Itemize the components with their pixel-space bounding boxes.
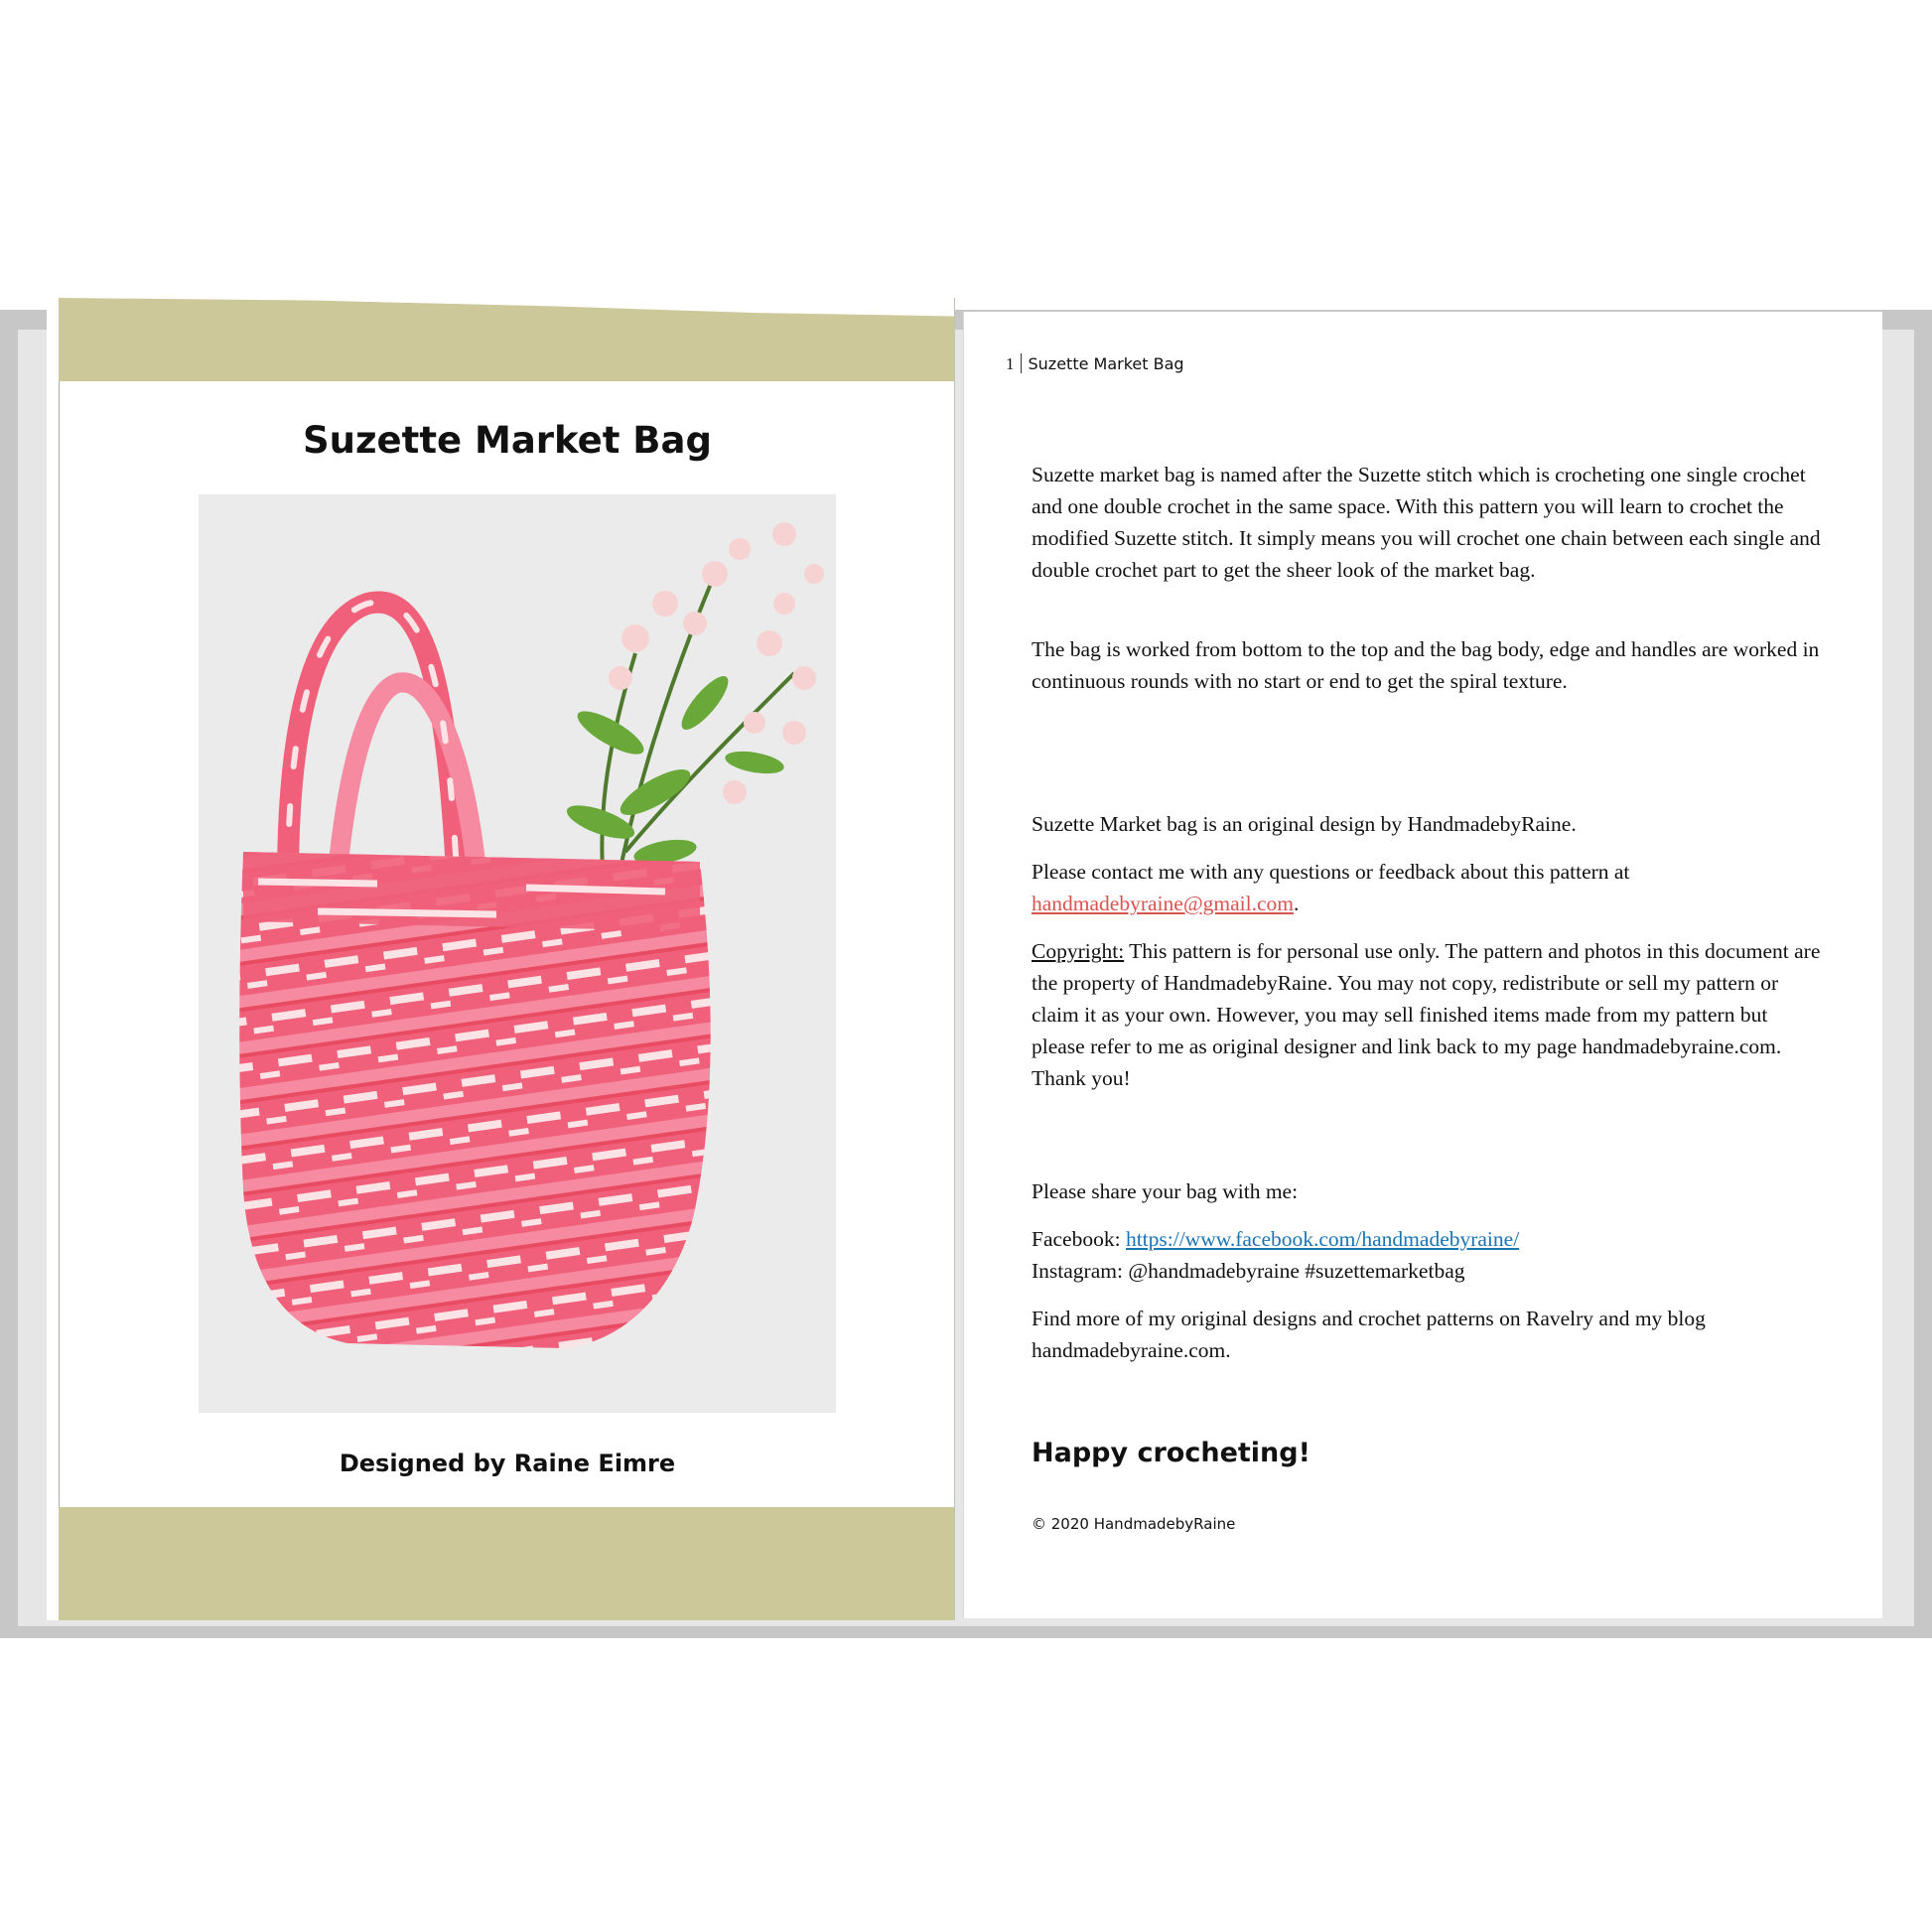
share-text: Please share your bag with me: — [1032, 1179, 1299, 1203]
email-link[interactable]: handmadebyraine@gmail.com — [1032, 892, 1294, 915]
top-band — [59, 298, 954, 381]
social-paragraph — [1032, 1223, 1826, 1287]
designer-credit: Designed by Raine Eimre — [339, 1449, 676, 1477]
more-designs-paragraph — [1032, 1303, 1826, 1366]
cover-content — [59, 381, 955, 1507]
intro-text-1: Suzette market bag is named after the Suzette stitch which is crocheting one single crochet and one double crochet in the same space. With this pattern you will learn to crochet the modified Suzette stitch. It simply means you will crochet one chain between each single and double crochet part to get the sheer look of the market bag. — [1032, 463, 1821, 582]
copyright-text: This pattern is for personal use only. The pattern and photos in this document are the property of HandmadebyRaine. You may not copy, redistribute or sell my pattern or claim it as your own. However, you may sell finished items made from my pattern but please refer to me as original designer and link back to my page handmadebyraine.com. Thank you! — [1032, 939, 1821, 1090]
bag-illustration — [199, 494, 836, 1413]
share-paragraph — [1032, 1175, 1826, 1207]
facebook-label: Facebook: — [1032, 1227, 1126, 1251]
intro-paragraph-1 — [1032, 459, 1826, 586]
copyright-paragraph — [1032, 935, 1826, 1094]
contact-text: Please contact me with any questions or feedback about this pattern at — [1032, 860, 1630, 884]
running-head-title: Suzette Market Bag — [1028, 354, 1184, 373]
closing-message: Happy crocheting! — [1032, 1438, 1311, 1468]
cover-title: Suzette Market Bag — [303, 419, 712, 462]
intro-paragraph-2 — [1032, 633, 1826, 697]
copyright-label: Copyright: — [1032, 939, 1125, 963]
bag-photo — [199, 494, 836, 1413]
instagram-text: Instagram: @handmadebyraine #suzettemarketbag — [1032, 1259, 1465, 1283]
running-head — [1006, 353, 1184, 374]
original-design-paragraph — [1032, 808, 1826, 840]
bottom-band — [59, 1507, 954, 1620]
facebook-link[interactable]: https://www.facebook.com/handmadebyraine/ — [1125, 1227, 1520, 1251]
copyright-line: © 2020 HandmadebyRaine — [1032, 1515, 1236, 1533]
page-number: 1 — [1006, 354, 1015, 373]
left-page — [47, 298, 955, 1620]
more-designs-text: Find more of my original designs and crochet patterns on Ravelry and my blog handmadebyraine.com. — [1032, 1307, 1706, 1362]
header-separator — [1021, 353, 1022, 373]
contact-paragraph — [1032, 856, 1826, 919]
intro-text-2: The bag is worked from bottom to the top and the bag body, edge and handles are worked in continuous rounds with no start or end to get the spiral texture. — [1032, 637, 1820, 693]
contact-period: . — [1293, 892, 1300, 915]
right-page — [963, 312, 1882, 1618]
original-design-text: Suzette Market bag is an original design by HandmadebyRaine. — [1032, 812, 1577, 836]
